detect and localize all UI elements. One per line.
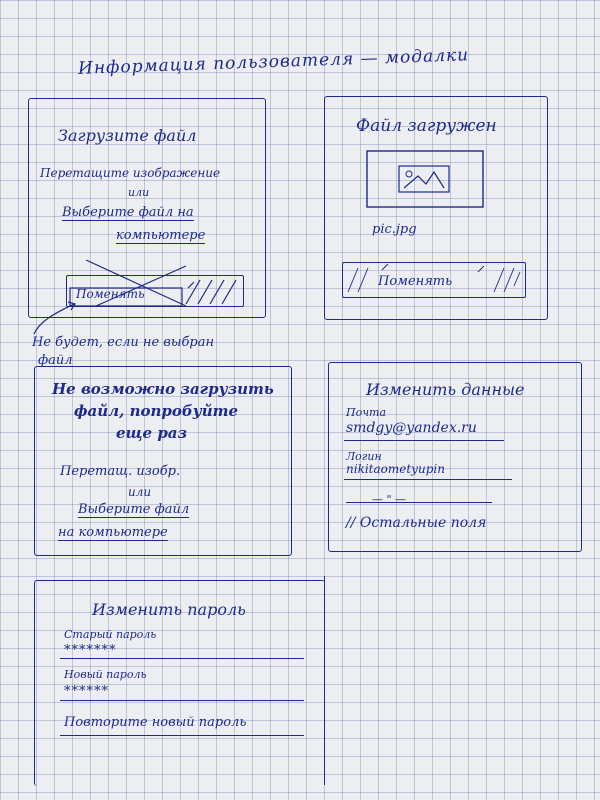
error-drag-text: Перетащ. изобр. <box>60 464 181 479</box>
uploaded-change-button-label: Поменять <box>378 274 453 289</box>
email-field-underline <box>344 440 504 441</box>
password-modal-right-edge <box>324 576 325 785</box>
image-preview-icon <box>366 150 486 208</box>
upload-change-button-label: Поменять <box>76 287 145 301</box>
email-label: Почта <box>346 406 387 419</box>
new-password-field[interactable]: ****** <box>64 684 109 699</box>
upload-disabled-note: Не будет, если не выбран <box>32 335 215 350</box>
error-modal-title-1: Не возможно загрузить <box>52 380 274 398</box>
email-field[interactable]: smdgy@yandex.ru <box>346 420 477 436</box>
upload-disabled-note-2: файл <box>38 353 73 368</box>
upload-choose-file-link-2[interactable]: компьютере <box>116 228 206 243</box>
repeat-password-field[interactable]: Повторите новый пароль <box>64 715 247 730</box>
new-password-label: Новый пароль <box>64 668 147 681</box>
page-title: Информация пользователя — модалки <box>77 45 470 79</box>
error-or-text: или <box>128 485 152 499</box>
ditto-mark: — " — <box>372 493 407 506</box>
upload-or-text: или <box>128 186 150 199</box>
password-modal-title: Изменить пароль <box>92 600 246 619</box>
upload-drag-text: Перетащите изображение <box>40 166 221 180</box>
error-modal-title-2: файл, попробуйте <box>74 402 239 420</box>
error-modal-title-3: еще раз <box>116 424 188 442</box>
new-password-underline <box>60 700 304 701</box>
login-label: Логин <box>346 450 382 463</box>
uploaded-file-name: pic.jpg <box>372 222 417 237</box>
old-password-label: Старый пароль <box>64 628 157 641</box>
error-choose-file-link-2[interactable]: на компьютере <box>58 525 168 540</box>
upload-choose-file-link[interactable]: Выберите файл на <box>62 205 194 220</box>
login-field[interactable]: nikitaometyupin <box>346 462 445 476</box>
error-choose-file-link[interactable]: Выберите файл <box>78 502 190 517</box>
old-password-underline <box>60 658 304 659</box>
upload-modal-title: Загрузите файл <box>58 126 197 145</box>
note-arrow-icon <box>22 298 82 338</box>
uploaded-modal-title: Файл загружен <box>356 116 497 136</box>
old-password-field[interactable]: ******* <box>64 643 117 658</box>
disabled-hatch-icon <box>66 258 246 310</box>
edit-data-title: Изменить данные <box>366 380 525 399</box>
rest-fields-note: // Остальные поля <box>346 515 487 531</box>
ditto-field-underline <box>346 502 492 503</box>
login-field-underline <box>344 479 512 480</box>
repeat-password-underline <box>60 735 304 736</box>
